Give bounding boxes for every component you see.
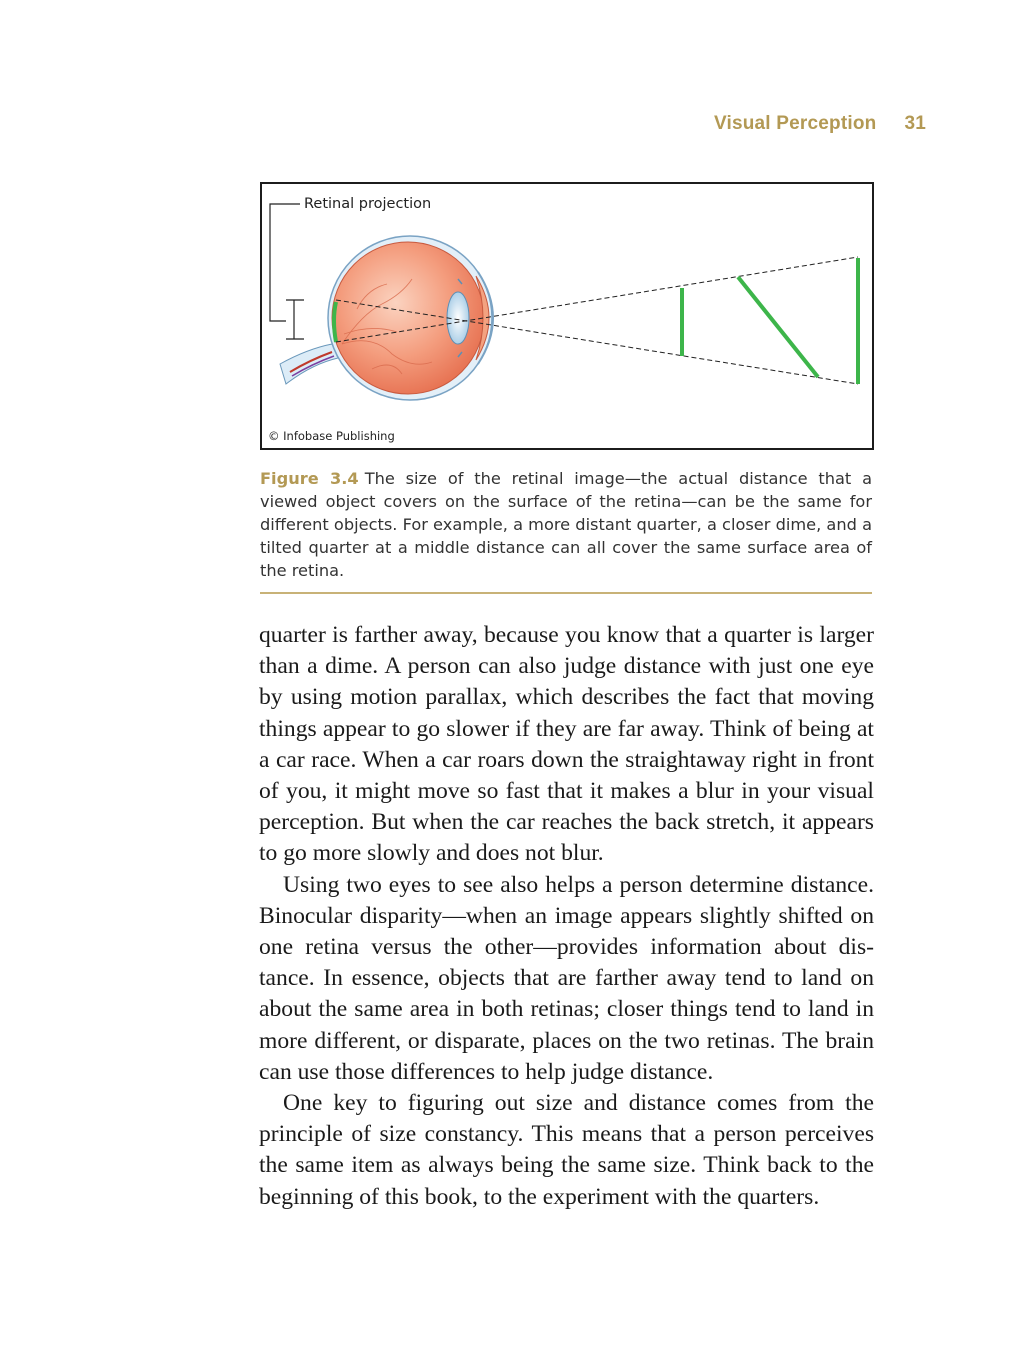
eye-diagram [262, 184, 872, 448]
body-text [259, 620, 874, 1213]
caption-text: The size of the retinal image—the actual distance that a viewed object covers on the surface of the retina—can be the same for different objects. For example, a more distant quarter, a closer dime, and a tilted quarter at a middle distance can all cover the same surface area of the retina. [260, 469, 872, 580]
caption-divider [260, 592, 872, 594]
optic-nerve [280, 344, 338, 384]
label-leader-line [270, 204, 304, 339]
figure-number: Figure 3.4 [260, 469, 359, 488]
paragraph: One key to figuring out size and distance comes from the principle of size constancy. This means that a person perceives the same item as always being the same size. Think back to the beginning of this book, to the experiment with the quarters. [259, 1090, 874, 1210]
figure-caption [260, 467, 872, 582]
paragraph: quarter is farther away, because you know that a quarter is larger than a dime. A person can also judge distance with just one eye by using motion parallax, which describes the fact that moving things appear to go slower if they are far away. Think of being at a car race. When a car roars down the straightaway right in front of you, it might move so fast that it makes a blur in your visual perception. But when the car reaches the back stretch, it appears to go more slowly and does not blur. [259, 622, 874, 867]
page-number: 31 [904, 113, 926, 134]
retinal-image [334, 302, 336, 342]
tilted-quarter [738, 277, 818, 377]
section-title: Visual Perception [713, 113, 877, 134]
running-head [714, 113, 926, 135]
figure-retinal-projection [260, 182, 874, 450]
paragraph: Using two eyes to see also helps a person determine distance. Binocular disparity—when an image appears slightly shifted on one retina versus the other—provides information about distance. In essence, objects that are farther away tend to land on about the same area in both retinas; closer things tend to land in more different, or disparate, places on the two retinas. The brain can use those differences to help judge distance. [259, 871, 874, 1085]
figure-label: Retinal projection [304, 196, 432, 212]
figure-credit: © Infobase Publishing [268, 429, 395, 443]
